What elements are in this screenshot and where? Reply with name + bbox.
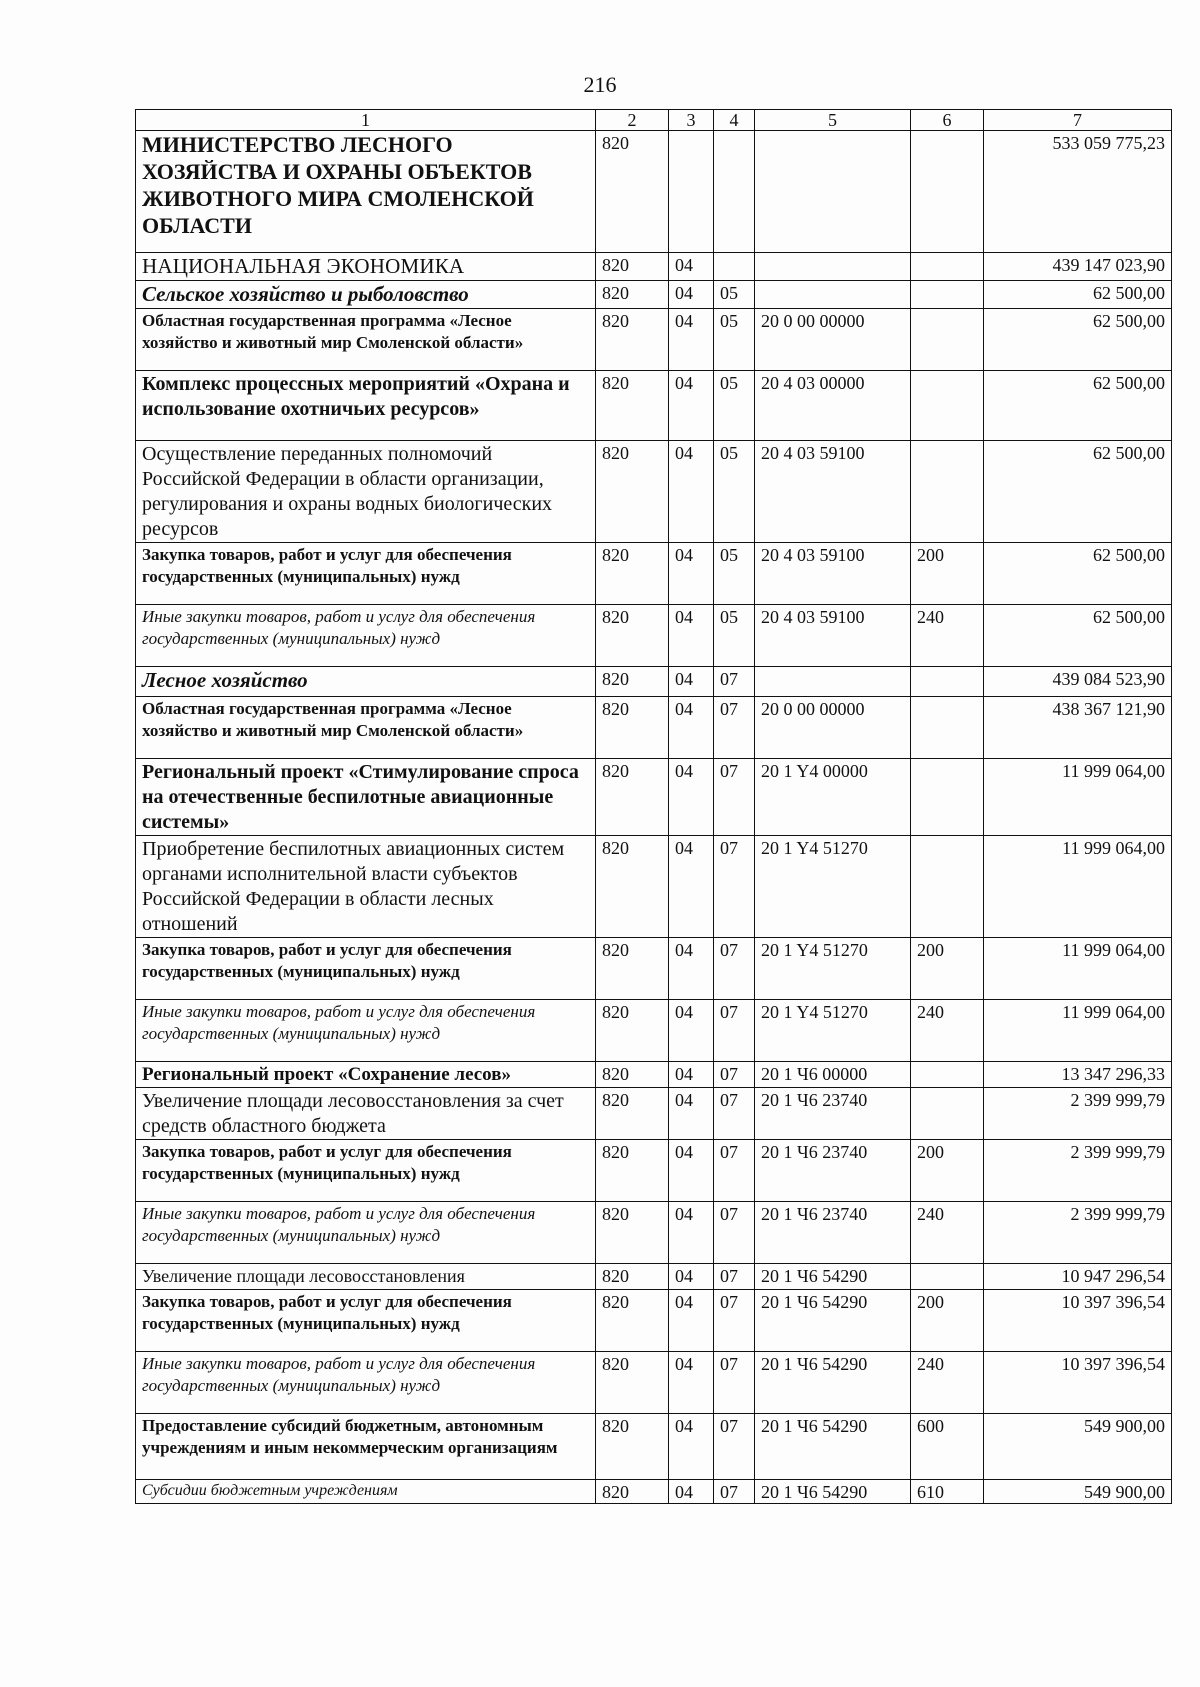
subsection-code	[714, 131, 755, 253]
grbs-code: 820	[596, 253, 669, 281]
subsection-code: 07	[714, 836, 755, 938]
section-code: 04	[669, 281, 714, 309]
expense-type-code	[911, 759, 984, 836]
subsection-code: 07	[714, 667, 755, 697]
table-row	[136, 697, 1172, 759]
table-row	[136, 938, 1172, 1000]
subsection-code: 05	[714, 309, 755, 371]
row-name: Закупка товаров, работ и услуг для обеспечения государственных (муниципальных) нужд	[136, 938, 596, 1000]
amount: 62 500,00	[984, 605, 1172, 667]
target-article-code: 20 0 00 00000	[755, 697, 911, 759]
subsection-code: 05	[714, 543, 755, 605]
column-number: 3	[669, 110, 714, 131]
table-row	[136, 1414, 1172, 1480]
expense-type-code	[911, 697, 984, 759]
row-name: Закупка товаров, работ и услуг для обеспечения государственных (муниципальных) нужд	[136, 1290, 596, 1352]
grbs-code: 820	[596, 1264, 669, 1290]
table-row	[136, 1088, 1172, 1140]
expense-type-code	[911, 281, 984, 309]
expense-type-code	[911, 131, 984, 253]
expense-type-code	[911, 1264, 984, 1290]
amount: 11 999 064,00	[984, 836, 1172, 938]
amount: 549 900,00	[984, 1480, 1172, 1504]
table-row	[136, 1202, 1172, 1264]
target-article-code: 20 4 03 59100	[755, 441, 911, 543]
amount: 13 347 296,33	[984, 1062, 1172, 1088]
grbs-code: 820	[596, 371, 669, 441]
amount: 438 367 121,90	[984, 697, 1172, 759]
budget-table	[135, 109, 1172, 1504]
grbs-code: 820	[596, 281, 669, 309]
table-row	[136, 1352, 1172, 1414]
row-name: Приобретение беспилотных авиационных систем органами исполнительной власти субъектов Российской Федерации в области лесных отношений	[136, 836, 596, 938]
expense-type-code: 200	[911, 1290, 984, 1352]
amount: 533 059 775,23	[984, 131, 1172, 253]
subsection-code: 07	[714, 1290, 755, 1352]
table-row	[136, 253, 1172, 281]
subsection-code: 07	[714, 1414, 755, 1480]
subsection-code: 07	[714, 1140, 755, 1202]
section-code: 04	[669, 1290, 714, 1352]
target-article-code: 20 1 Y4 00000	[755, 759, 911, 836]
row-name: НАЦИОНАЛЬНАЯ ЭКОНОМИКА	[136, 253, 596, 281]
table-row	[136, 836, 1172, 938]
grbs-code: 820	[596, 1352, 669, 1414]
target-article-code: 20 4 03 00000	[755, 371, 911, 441]
target-article-code: 20 1 Ч6 23740	[755, 1202, 911, 1264]
section-code: 04	[669, 697, 714, 759]
grbs-code: 820	[596, 1088, 669, 1140]
section-code: 04	[669, 1202, 714, 1264]
table-row	[136, 1290, 1172, 1352]
target-article-code: 20 1 Ч6 00000	[755, 1062, 911, 1088]
amount: 10 397 396,54	[984, 1352, 1172, 1414]
column-number: 4	[714, 110, 755, 131]
expense-type-code	[911, 309, 984, 371]
table-row	[136, 441, 1172, 543]
subsection-code: 07	[714, 1088, 755, 1140]
table-row	[136, 309, 1172, 371]
target-article-code	[755, 281, 911, 309]
row-name: Увеличение площади лесовосстановления	[136, 1264, 596, 1290]
amount: 62 500,00	[984, 441, 1172, 543]
target-article-code: 20 1 Y4 51270	[755, 836, 911, 938]
section-code: 04	[669, 1480, 714, 1504]
table-row	[136, 131, 1172, 253]
row-name: Иные закупки товаров, работ и услуг для обеспечения государственных (муниципальных) нужд	[136, 605, 596, 667]
amount: 549 900,00	[984, 1414, 1172, 1480]
grbs-code: 820	[596, 1480, 669, 1504]
amount: 439 084 523,90	[984, 667, 1172, 697]
expense-type-code: 200	[911, 1140, 984, 1202]
table-row	[136, 667, 1172, 697]
target-article-code: 20 1 Y4 51270	[755, 1000, 911, 1062]
row-name: МИНИСТЕРСТВО ЛЕСНОГО ХОЗЯЙСТВА И ОХРАНЫ ОБЪЕКТОВ ЖИВОТНОГО МИРА СМОЛЕНСКОЙ ОБЛАСТИ	[136, 131, 596, 253]
target-article-code: 20 1 Ч6 54290	[755, 1264, 911, 1290]
subsection-code: 07	[714, 1352, 755, 1414]
table-row	[136, 605, 1172, 667]
table-row	[136, 371, 1172, 441]
expense-type-code: 200	[911, 543, 984, 605]
subsection-code: 07	[714, 759, 755, 836]
target-article-code: 20 1 Ч6 54290	[755, 1414, 911, 1480]
subsection-code: 05	[714, 441, 755, 543]
expense-type-code: 200	[911, 938, 984, 1000]
row-name: Лесное хозяйство	[136, 667, 596, 697]
target-article-code: 20 0 00 00000	[755, 309, 911, 371]
target-article-code	[755, 667, 911, 697]
amount: 2 399 999,79	[984, 1088, 1172, 1140]
amount: 2 399 999,79	[984, 1202, 1172, 1264]
amount: 439 147 023,90	[984, 253, 1172, 281]
amount: 62 500,00	[984, 543, 1172, 605]
section-code: 04	[669, 1000, 714, 1062]
grbs-code: 820	[596, 836, 669, 938]
section-code: 04	[669, 1062, 714, 1088]
subsection-code: 05	[714, 371, 755, 441]
amount: 62 500,00	[984, 371, 1172, 441]
grbs-code: 820	[596, 1290, 669, 1352]
column-number: 6	[911, 110, 984, 131]
expense-type-code	[911, 441, 984, 543]
expense-type-code	[911, 1062, 984, 1088]
grbs-code: 820	[596, 605, 669, 667]
subsection-code: 07	[714, 1000, 755, 1062]
column-number: 2	[596, 110, 669, 131]
section-code	[669, 131, 714, 253]
expense-type-code: 240	[911, 1352, 984, 1414]
expense-type-code: 240	[911, 1202, 984, 1264]
row-name: Закупка товаров, работ и услуг для обеспечения государственных (муниципальных) нужд	[136, 543, 596, 605]
subsection-code: 07	[714, 1062, 755, 1088]
amount: 11 999 064,00	[984, 1000, 1172, 1062]
expense-type-code: 600	[911, 1414, 984, 1480]
amount: 11 999 064,00	[984, 759, 1172, 836]
amount: 11 999 064,00	[984, 938, 1172, 1000]
row-name: Региональный проект «Сохранение лесов»	[136, 1062, 596, 1088]
table-row	[136, 1264, 1172, 1290]
target-article-code: 20 4 03 59100	[755, 605, 911, 667]
table-row	[136, 759, 1172, 836]
section-code: 04	[669, 371, 714, 441]
row-name: Областная государственная программа «Лесное хозяйство и животный мир Смоленской области»	[136, 309, 596, 371]
amount: 62 500,00	[984, 309, 1172, 371]
target-article-code	[755, 253, 911, 281]
row-name: Сельское хозяйство и рыболовство	[136, 281, 596, 309]
section-code: 04	[669, 836, 714, 938]
subsection-code: 07	[714, 1480, 755, 1504]
target-article-code: 20 1 Ч6 23740	[755, 1088, 911, 1140]
target-article-code: 20 1 Ч6 54290	[755, 1352, 911, 1414]
subsection-code: 07	[714, 697, 755, 759]
amount: 10 397 396,54	[984, 1290, 1172, 1352]
grbs-code: 820	[596, 131, 669, 253]
grbs-code: 820	[596, 759, 669, 836]
table-row	[136, 281, 1172, 309]
column-number: 1	[136, 110, 596, 131]
row-name: Региональный проект «Стимулирование спроса на отечественные беспилотные авиационные системы»	[136, 759, 596, 836]
table-body	[136, 110, 1172, 1504]
grbs-code: 820	[596, 1062, 669, 1088]
subsection-code: 05	[714, 281, 755, 309]
row-name: Иные закупки товаров, работ и услуг для обеспечения государственных (муниципальных) нужд	[136, 1000, 596, 1062]
row-name: Осуществление переданных полномочий Российской Федерации в области организации, регулирования и охраны водных биологических ресурсов	[136, 441, 596, 543]
expense-type-code	[911, 253, 984, 281]
grbs-code: 820	[596, 1000, 669, 1062]
expense-type-code: 610	[911, 1480, 984, 1504]
grbs-code: 820	[596, 697, 669, 759]
row-name: Увеличение площади лесовосстановления за счет средств областного бюджета	[136, 1088, 596, 1140]
subsection-code: 07	[714, 1264, 755, 1290]
expense-type-code: 240	[911, 605, 984, 667]
target-article-code: 20 1 Y4 51270	[755, 938, 911, 1000]
expense-type-code	[911, 371, 984, 441]
table-row	[136, 1140, 1172, 1202]
amount: 2 399 999,79	[984, 1140, 1172, 1202]
grbs-code: 820	[596, 441, 669, 543]
row-name: Комплекс процессных мероприятий «Охрана и использование охотничьих ресурсов»	[136, 371, 596, 441]
column-number: 5	[755, 110, 911, 131]
grbs-code: 820	[596, 543, 669, 605]
expense-type-code: 240	[911, 1000, 984, 1062]
section-code: 04	[669, 1088, 714, 1140]
section-code: 04	[669, 759, 714, 836]
subsection-code: 05	[714, 605, 755, 667]
section-code: 04	[669, 543, 714, 605]
table-row	[136, 1000, 1172, 1062]
row-name: Иные закупки товаров, работ и услуг для обеспечения государственных (муниципальных) нужд	[136, 1352, 596, 1414]
subsection-code: 07	[714, 938, 755, 1000]
section-code: 04	[669, 1140, 714, 1202]
row-name: Областная государственная программа «Лесное хозяйство и животный мир Смоленской области»	[136, 697, 596, 759]
section-code: 04	[669, 253, 714, 281]
grbs-code: 820	[596, 1202, 669, 1264]
row-name: Закупка товаров, работ и услуг для обеспечения государственных (муниципальных) нужд	[136, 1140, 596, 1202]
grbs-code: 820	[596, 1140, 669, 1202]
subsection-code: 07	[714, 1202, 755, 1264]
column-numbers-row	[136, 110, 1172, 131]
section-code: 04	[669, 938, 714, 1000]
expense-type-code	[911, 667, 984, 697]
target-article-code: 20 1 Ч6 54290	[755, 1290, 911, 1352]
subsection-code	[714, 253, 755, 281]
target-article-code: 20 4 03 59100	[755, 543, 911, 605]
table-row	[136, 543, 1172, 605]
row-name: Субсидии бюджетным учреждениям	[136, 1480, 596, 1504]
table-row	[136, 1480, 1172, 1504]
section-code: 04	[669, 441, 714, 543]
expense-type-code	[911, 1088, 984, 1140]
column-number: 7	[984, 110, 1172, 131]
row-name: Иные закупки товаров, работ и услуг для обеспечения государственных (муниципальных) нужд	[136, 1202, 596, 1264]
target-article-code: 20 1 Ч6 23740	[755, 1140, 911, 1202]
section-code: 04	[669, 309, 714, 371]
section-code: 04	[669, 605, 714, 667]
grbs-code: 820	[596, 309, 669, 371]
grbs-code: 820	[596, 1414, 669, 1480]
section-code: 04	[669, 1414, 714, 1480]
section-code: 04	[669, 667, 714, 697]
section-code: 04	[669, 1264, 714, 1290]
amount: 10 947 296,54	[984, 1264, 1172, 1290]
section-code: 04	[669, 1352, 714, 1414]
grbs-code: 820	[596, 938, 669, 1000]
expense-type-code	[911, 836, 984, 938]
page-number: 216	[583, 72, 617, 97]
grbs-code: 820	[596, 667, 669, 697]
target-article-code	[755, 131, 911, 253]
row-name: Предоставление субсидий бюджетным, автономным учреждениям и иным некоммерческим организациям	[136, 1414, 596, 1480]
amount: 62 500,00	[984, 281, 1172, 309]
table-row	[136, 1062, 1172, 1088]
target-article-code: 20 1 Ч6 54290	[755, 1480, 911, 1504]
